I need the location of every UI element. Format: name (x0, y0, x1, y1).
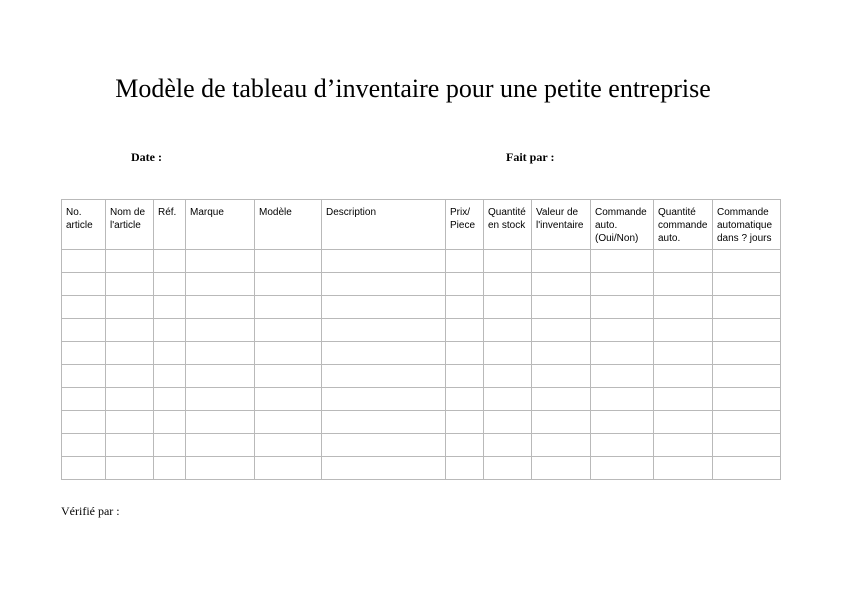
column-header-model: Modèle (255, 200, 322, 250)
table-cell[interactable] (446, 388, 484, 411)
table-cell[interactable] (532, 388, 591, 411)
table-cell[interactable] (154, 296, 186, 319)
table-cell[interactable] (591, 434, 654, 457)
table-cell[interactable] (484, 296, 532, 319)
table-cell[interactable] (255, 319, 322, 342)
table-cell[interactable] (255, 411, 322, 434)
table-cell[interactable] (322, 273, 446, 296)
table-cell[interactable] (62, 342, 106, 365)
table-cell[interactable] (713, 434, 781, 457)
table-cell[interactable] (322, 250, 446, 273)
table-cell[interactable] (186, 457, 255, 480)
table-cell[interactable] (713, 342, 781, 365)
table-cell[interactable] (654, 411, 713, 434)
table-cell[interactable] (154, 365, 186, 388)
table-row (62, 388, 781, 411)
date-label: Date : (131, 150, 162, 164)
table-cell[interactable] (446, 434, 484, 457)
table-cell[interactable] (154, 457, 186, 480)
table-cell[interactable] (654, 365, 713, 388)
table-cell[interactable] (591, 319, 654, 342)
table-cell[interactable] (654, 388, 713, 411)
table-row (62, 250, 781, 273)
table-cell[interactable] (322, 388, 446, 411)
table-cell[interactable] (62, 457, 106, 480)
table-cell[interactable] (186, 273, 255, 296)
table-cell[interactable] (106, 411, 154, 434)
document-title: Modèle de tableau d’inventaire pour une petite entreprise (115, 74, 711, 103)
table-cell[interactable] (484, 365, 532, 388)
table-cell[interactable] (322, 319, 446, 342)
table-cell[interactable] (532, 296, 591, 319)
table-row (62, 273, 781, 296)
table-cell[interactable] (654, 342, 713, 365)
table-cell[interactable] (446, 250, 484, 273)
table-cell[interactable] (713, 388, 781, 411)
table-cell[interactable] (255, 250, 322, 273)
table-cell[interactable] (713, 319, 781, 342)
table-cell[interactable] (154, 434, 186, 457)
table-cell[interactable] (322, 411, 446, 434)
table-cell[interactable] (106, 365, 154, 388)
table-cell[interactable] (186, 342, 255, 365)
column-header-reference: Réf. (154, 200, 186, 250)
table-cell[interactable] (186, 296, 255, 319)
column-header-description: Description (322, 200, 446, 250)
column-header-inventory-value: Valeur de l'inventaire (532, 200, 591, 250)
table-cell[interactable] (322, 434, 446, 457)
table-cell[interactable] (322, 365, 446, 388)
table-cell[interactable] (255, 457, 322, 480)
table-cell[interactable] (446, 342, 484, 365)
table-row (62, 319, 781, 342)
table-cell[interactable] (62, 273, 106, 296)
inventory-table (61, 199, 781, 480)
table-cell[interactable] (484, 457, 532, 480)
table-cell[interactable] (106, 296, 154, 319)
table-cell[interactable] (713, 250, 781, 273)
table-cell[interactable] (484, 342, 532, 365)
table-cell[interactable] (62, 411, 106, 434)
table-cell[interactable] (186, 250, 255, 273)
table-cell[interactable] (532, 457, 591, 480)
table-cell[interactable] (62, 434, 106, 457)
table-cell[interactable] (484, 319, 532, 342)
table-cell[interactable] (62, 388, 106, 411)
table-cell[interactable] (446, 365, 484, 388)
table-cell[interactable] (446, 273, 484, 296)
table-cell[interactable] (591, 411, 654, 434)
table-cell[interactable] (532, 434, 591, 457)
table-header-row (62, 200, 781, 250)
column-header-quantity-in-stock: Quantité en stock (484, 200, 532, 250)
table-cell[interactable] (532, 250, 591, 273)
table-cell[interactable] (322, 296, 446, 319)
table-cell[interactable] (591, 342, 654, 365)
column-header-unit-price: Prix/ Piece (446, 200, 484, 250)
table-cell[interactable] (446, 319, 484, 342)
table-cell[interactable] (713, 411, 781, 434)
table-cell[interactable] (255, 388, 322, 411)
table-row (62, 365, 781, 388)
table-cell[interactable] (154, 342, 186, 365)
table-cell[interactable] (154, 319, 186, 342)
table-cell[interactable] (713, 296, 781, 319)
table-cell[interactable] (154, 273, 186, 296)
column-header-auto-order: Commande auto. (Oui/Non) (591, 200, 654, 250)
table-cell[interactable] (106, 319, 154, 342)
table-body (62, 250, 781, 480)
table-cell[interactable] (713, 273, 781, 296)
table-cell[interactable] (591, 388, 654, 411)
table-cell[interactable] (186, 411, 255, 434)
verified-by-label: Vérifié par : (61, 504, 120, 518)
table-cell[interactable] (62, 250, 106, 273)
table-row (62, 434, 781, 457)
table-cell[interactable] (322, 457, 446, 480)
table-cell[interactable] (532, 342, 591, 365)
column-header-brand: Marque (186, 200, 255, 250)
table-cell[interactable] (532, 411, 591, 434)
column-header-item-name: Nom de l'article (106, 200, 154, 250)
table-cell[interactable] (106, 434, 154, 457)
table-cell[interactable] (255, 434, 322, 457)
table-cell[interactable] (654, 250, 713, 273)
table-cell[interactable] (255, 365, 322, 388)
table-cell[interactable] (484, 250, 532, 273)
table-cell[interactable] (654, 273, 713, 296)
table-cell[interactable] (186, 319, 255, 342)
table-cell[interactable] (591, 296, 654, 319)
column-header-auto-order-days: Commande automatique dans ? jours (713, 200, 781, 250)
table-cell[interactable] (154, 411, 186, 434)
table-cell[interactable] (446, 457, 484, 480)
table-cell[interactable] (446, 296, 484, 319)
table-cell[interactable] (106, 388, 154, 411)
table-cell[interactable] (654, 296, 713, 319)
table-cell[interactable] (186, 388, 255, 411)
table-cell[interactable] (186, 434, 255, 457)
made-by-label: Fait par : (506, 150, 555, 164)
table-cell[interactable] (154, 250, 186, 273)
table-cell[interactable] (106, 342, 154, 365)
table-row (62, 296, 781, 319)
table-cell[interactable] (654, 434, 713, 457)
table-cell[interactable] (322, 342, 446, 365)
table-cell[interactable] (446, 411, 484, 434)
table-cell[interactable] (713, 457, 781, 480)
table-cell[interactable] (591, 365, 654, 388)
table-cell[interactable] (255, 273, 322, 296)
table-cell[interactable] (532, 273, 591, 296)
table-cell[interactable] (591, 457, 654, 480)
table-cell[interactable] (591, 250, 654, 273)
table-cell[interactable] (62, 365, 106, 388)
column-header-item-number: No. article (62, 200, 106, 250)
table-cell[interactable] (255, 296, 322, 319)
table-cell[interactable] (62, 319, 106, 342)
table-cell[interactable] (532, 365, 591, 388)
table-row (62, 457, 781, 480)
column-header-auto-order-quantity: Quantité commande auto. (654, 200, 713, 250)
table-cell[interactable] (154, 388, 186, 411)
table-row (62, 342, 781, 365)
table-cell[interactable] (62, 296, 106, 319)
table-cell[interactable] (106, 273, 154, 296)
table-cell[interactable] (654, 319, 713, 342)
table-cell[interactable] (484, 434, 532, 457)
table-cell[interactable] (106, 457, 154, 480)
table-cell[interactable] (484, 388, 532, 411)
table-cell[interactable] (654, 457, 713, 480)
table-cell[interactable] (713, 365, 781, 388)
table-cell[interactable] (106, 250, 154, 273)
table-row (62, 411, 781, 434)
table-cell[interactable] (186, 365, 255, 388)
table-cell[interactable] (532, 319, 591, 342)
table-cell[interactable] (484, 411, 532, 434)
table-cell[interactable] (255, 342, 322, 365)
table-cell[interactable] (484, 273, 532, 296)
table-cell[interactable] (591, 273, 654, 296)
